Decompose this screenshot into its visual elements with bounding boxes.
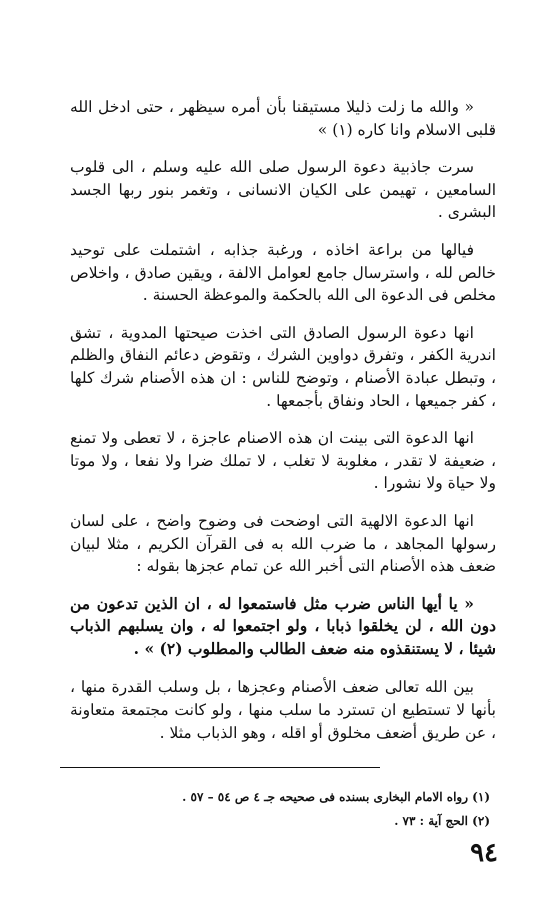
- body-text: [70, 96, 496, 759]
- paragraph: انها الدعوة الالهية التى اوضحت فى وضوح واضح ، على لسان رسولها المجاهد ، ما ضرب الله به فى القرآن الكريم ، مثلا لبيان ضعف هذه الأصنام التى أخبر الله عن تمام عجزها بقوله :: [70, 511, 496, 576]
- footnote-2: (٢) الحج آية : ٧٣ .: [394, 814, 490, 828]
- paragraph-quote-hadith: « والله ما زلت ذليلا مستيقنا بأن أمره سيظهر ، حتى ادخل الله قلبى الاسلام وانا كاره (١) »: [70, 98, 496, 139]
- footnote-1: (١) رواه الامام البخارى بسنده فى صحيحه جـ ٤ ص ٥٤ – ٥٧ .: [182, 790, 490, 804]
- paragraph: سرت جاذبية دعوة الرسول صلى الله عليه وسلم ، الى قلوب السامعين ، تهيمن على الكيان الانسانى ، وتغمر بنور ربها الجسد البشرى .: [70, 158, 496, 222]
- paragraph: انها دعوة الرسول الصادق التى اخذت صيحتها المدوية ، تشق اندرية الكفر ، وتفرق دواوين الشرك ، وتقوض دعائم النفاق والظلم ، وتبطل عبادة الأصنام ، وتوضح للناس : ان هذه الأصنام شرك كلها ، كفر جميعها ، الحاد ونفاق بأجمعها .: [70, 323, 496, 410]
- paragraph: بين الله تعالى ضعف الأصنام وعجزها ، بل وسلب القدرة منها ، بأنها لا تستطيع ان تسترد ما سلب منها ، ولو كانت مجتمعة متعاونة ، عن طريق أضعف مخلوق أو اقله ، وهو الذباب مثلا .: [70, 678, 496, 742]
- paragraph: انها الدعوة التى بينت ان هذه الاصنام عاجزة ، لا تعطى ولا تمنع ، ضعيفة لا تقدر ، مغلوبة لا تغلب ، لا تملك ضرا ولا نفعا ، ولا موتا ولا حياة ولا نشورا .: [70, 429, 496, 493]
- footnote-separator: [60, 767, 380, 768]
- page-number: ٩٤: [470, 838, 498, 868]
- paragraph-quran-verse: « يا أيها الناس ضرب مثل فاستمعوا له ، ان الذين تدعون من دون الله ، لن يخلقوا ذبابا ، ولو اجتمعوا له ، وان يسلبهم الذباب شيئا ، لا يستنقذوه منه ضعف الطالب والمطلوب (٢) » .: [70, 593, 496, 658]
- footnotes: [60, 785, 496, 833]
- paragraph: فيالها من براعة اخاذه ، ورغبة جذابه ، اشتملت على توحيد خالص لله ، واسترسال جامع لعوامل الالفة ، ويقين صادق ، واخلاص مخلص فى الدعوة الى الله بالحكمة والموعظة الحسنة .: [70, 240, 496, 305]
